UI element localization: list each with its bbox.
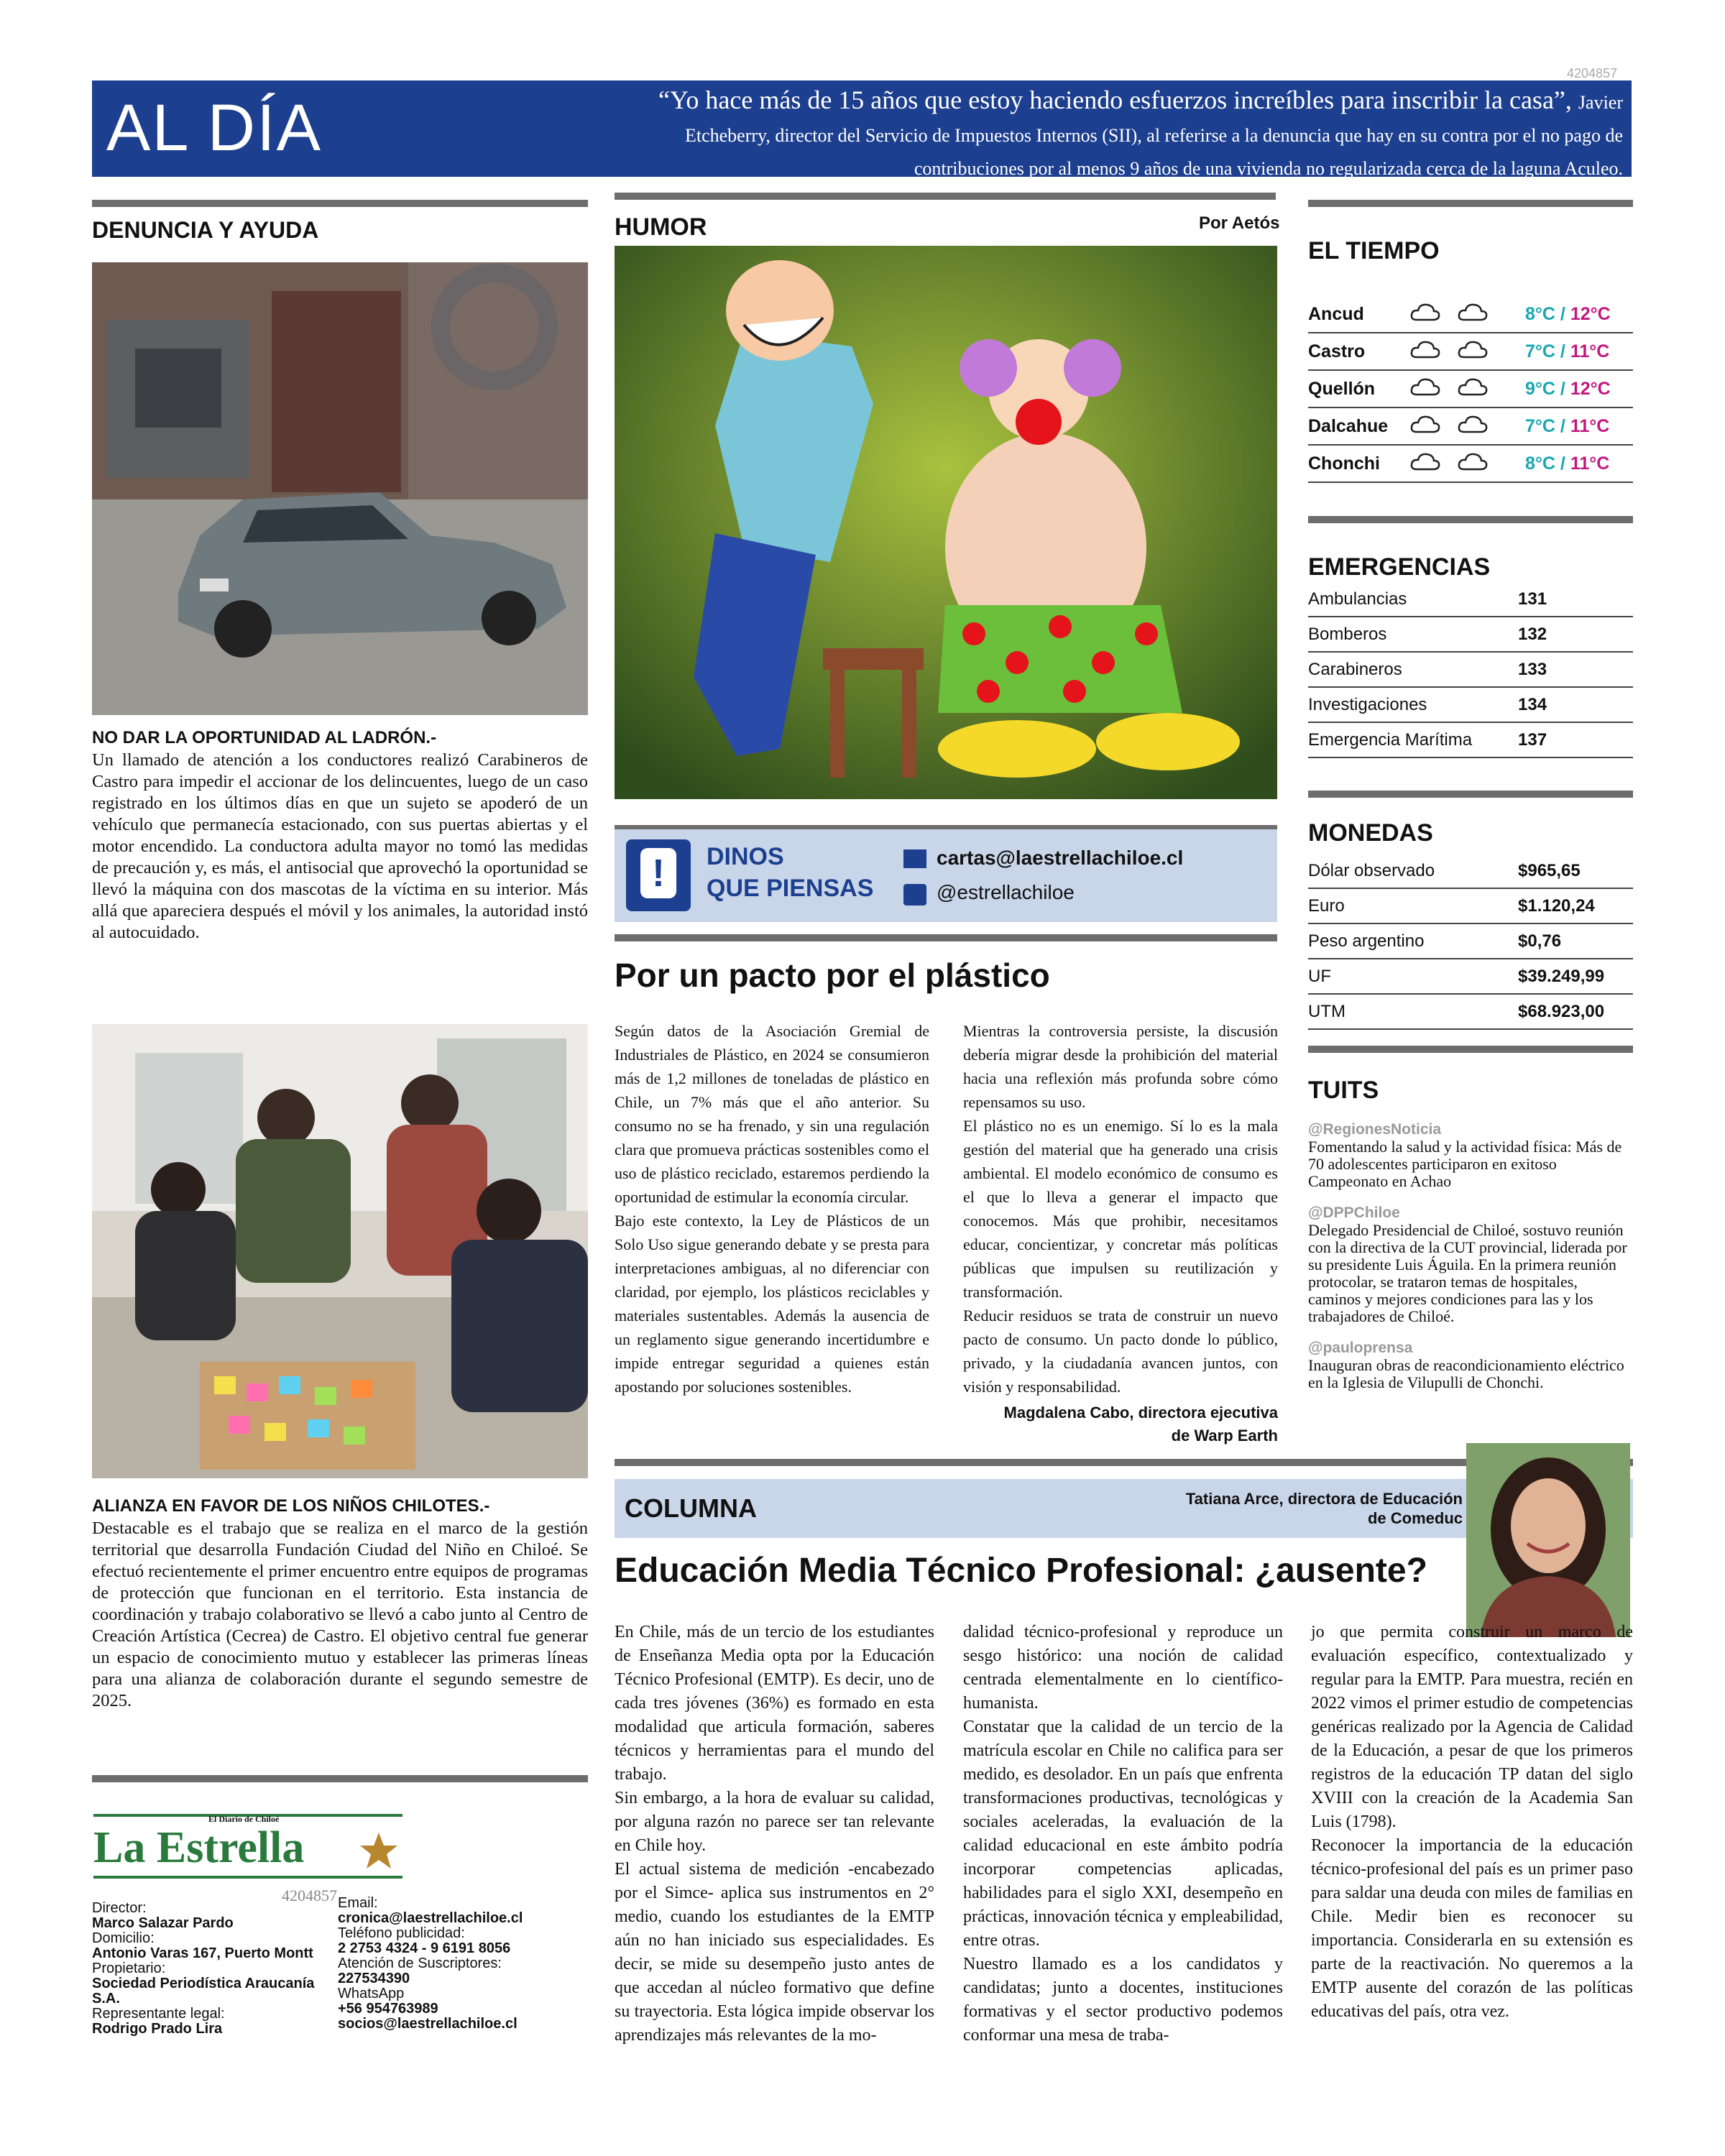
cloud-rain-icon <box>1457 301 1489 328</box>
masthead-logo <box>93 1814 402 1879</box>
masthead-value: cronica@laestrellachiloe.cl <box>338 1910 523 1926</box>
table-row <box>1308 653 1633 688</box>
weather-city: Chonchi <box>1308 453 1380 474</box>
columna-col1 <box>615 1621 934 2047</box>
tuit-text: Inauguran obras de reacondicionamiento eléctrico en la Iglesia de Vilupulli de Chonchi. <box>1308 1356 1624 1391</box>
row-label: Euro <box>1308 895 1345 916</box>
weather-temp <box>1525 416 1633 437</box>
cloud-rain-icon <box>1457 376 1489 402</box>
temp-max: 12°C <box>1570 303 1611 324</box>
alianza-kicker: ALIANZA EN FAVOR DE LOS NIÑOS CHILOTES.- <box>92 1496 490 1516</box>
monedas-table <box>1308 854 1633 1030</box>
email-icon <box>903 849 926 868</box>
temp-max: 12°C <box>1570 378 1611 399</box>
row-value: $1.120,24 <box>1518 895 1595 916</box>
cloud-rain-icon <box>1457 413 1489 440</box>
masthead-name: La Estrella <box>93 1823 305 1872</box>
humor-author: Por Aetós <box>1199 213 1280 233</box>
row-label: Peso argentino <box>1308 931 1425 951</box>
masthead-label: Email: <box>338 1895 378 1911</box>
weather-row <box>1308 333 1633 371</box>
car-theft-photo <box>92 262 588 715</box>
denuncia-body: Un llamado de atención a los conductores realizó Carabineros de Castro para impedir el accionar de los delincuentes, luego de un caso registrado en los últimos días en que un sujeto se apoderó de un vehículo que permanecía estacionado, con sus puertas abiertas y el motor encendido. La conductora adulta mayor no tomó las medidas de precaución y, es más, el antisocial que aprovechó la oportunidad se llevó la máquina con dos mascotas de la víctima en su interior. Más allá que apareciera después el móvil y los animales, la autoridad instó al autocuidado. <box>92 750 588 942</box>
masthead-value: +56 954763989 <box>338 2001 438 2017</box>
paragraph: En Chile, más de un tercio de los estudiantes de Enseñanza Media opta por la Educación Técnico Profesional (EMTP). Es decir, uno de cada tres jóvenes (36%) es formado en esta modalidad que articula formación, saberes técnicos y herramientas para el mundo del trabajo. <box>615 1623 934 1784</box>
page-id: 4204857 <box>1567 66 1618 80</box>
temp-sep: / <box>1560 415 1565 436</box>
table-row <box>1308 582 1633 617</box>
row-value: 134 <box>1518 694 1547 714</box>
weather-city: Dalcahue <box>1308 415 1389 436</box>
masthead-value: Sociedad Periodística Araucanía S.A. <box>92 1976 315 2007</box>
dinos-email[interactable]: cartas@laestrellachiloe.cl <box>937 847 1184 869</box>
tuit <box>1308 1204 1633 1325</box>
row-value: 133 <box>1518 659 1547 679</box>
table-row <box>1308 723 1633 758</box>
tuit-handle: @DPPChiloe <box>1308 1204 1400 1221</box>
dinos-box <box>615 825 1277 922</box>
section-title: AL DÍA <box>106 91 323 165</box>
children-alliance-photo <box>92 1024 588 1478</box>
quote-text: “Yo hace más de 15 años que estoy haciendo esfuerzos increíbles para inscribir la casa”, <box>658 86 1572 114</box>
table-row <box>1308 617 1633 653</box>
paragraph: Mientras la controversia persiste, la discusión debería migrar desde la prohibición del material hacia una reflexión más profunda sobre cómo repensamos su uso. <box>963 1022 1278 1111</box>
weather-icons <box>1409 376 1517 402</box>
row-value: $0,76 <box>1518 931 1562 951</box>
row-label: UTM <box>1308 1001 1346 1021</box>
denuncia-kicker: NO DAR LA OPORTUNIDAD AL LADRÓN.- <box>92 728 437 747</box>
weather-row <box>1308 371 1633 408</box>
masthead-value: socios@laestrellachiloe.cl <box>338 2016 518 2032</box>
masthead-value: 2 2753 4324 - 9 6191 8056 <box>338 1940 511 1956</box>
masthead-left <box>92 1901 336 2037</box>
paragraph: dalidad técnico-profesional y reproduce un sesgo histórico: una noción de calidad centrada elementalmente en lo científico-humanista. <box>963 1623 1283 1713</box>
paragraph: El actual sistema de medición -encabezado por el Simce- aplica sus instrumentos en 2° medio, cuando los estudiantes de la EMTP aún no han iniciado sus especialidades. Es decir, se mide su desempeño justo antes de que accedan al núcleo formativo que define su trayectoria. Esta lógica impide observar los aprendizajes más relevantes de la mo- <box>615 1860 934 2045</box>
tuits-list <box>1308 1121 1633 1406</box>
cloud-icon <box>1409 376 1441 402</box>
cloud-rain-icon <box>1457 451 1489 477</box>
columna-section-title: COLUMNA <box>625 1493 757 1523</box>
cloud-icon <box>1409 413 1441 440</box>
paragraph: Constatar que la calidad de un tercio de la matrícula escolar en Chile no califica para ser medido, es desolador. En un país que enfrenta transformaciones productivas, tecnológicas y sociales aceleradas, la evaluación de la calidad educacional en este ámbito podría incorporar competencias aplicadas, habilidades para el siglo XXI, desempeño en prácticas, innovación técnica y empleabilidad, entre otras. <box>963 1718 1283 1950</box>
row-value: $965,65 <box>1518 860 1581 880</box>
row-label: Investigaciones <box>1308 694 1427 714</box>
weather-temp <box>1525 341 1633 362</box>
weather-temp <box>1525 304 1633 325</box>
dinos-title: DINOS QUE PIENSAS <box>707 843 874 902</box>
masthead-right <box>338 1896 589 2032</box>
tuit-text: Fomentando la salud y la actividad física: Más de 70 adolescentes participaron en exitoso Campeonato en Achao <box>1308 1138 1622 1190</box>
masthead-value: Antonio Varas 167, Puerto Montt <box>92 1945 313 1961</box>
row-label: Dólar observado <box>1308 860 1435 880</box>
quote-attribution: Javier Etcheberry, director del Servicio de Impuestos Internos (SII), al referirse a la denuncia que hay en su contra por el no pago de contribuciones por al menos 9 años de una vivienda no regularizada cerca de la laguna Aculeo. <box>684 92 1623 179</box>
cloud-rain-icon <box>1457 338 1489 365</box>
masthead-small: El Diario de Chiloé <box>208 1814 280 1824</box>
temp-max: 11°C <box>1570 415 1610 436</box>
temp-min: 8°C <box>1525 303 1555 324</box>
weather-table <box>1308 296 1633 483</box>
temp-sep: / <box>1560 303 1565 324</box>
masthead-value: Marco Salazar Pardo <box>92 1915 234 1931</box>
header-quote <box>638 85 1623 184</box>
weather-row <box>1308 296 1633 333</box>
masthead-label: Domicilio: <box>92 1930 155 1946</box>
row-value: 131 <box>1518 589 1547 609</box>
row-value: 137 <box>1518 729 1547 750</box>
speech-bubble-icon: ! <box>626 839 691 911</box>
masthead-label: Propietario: <box>92 1961 166 1976</box>
editorial-title: Por un pacto por el plástico <box>615 957 1050 994</box>
masthead-value: Rodrigo Prado Lira <box>92 2021 223 2037</box>
paragraph: Bajo este contexto, la Ley de Plásticos de un Solo Uso sigue generando debate y se presta para interpretaciones ambiguas, al no diferenciar con claridad, por ejemplo, los plásticos reciclables y materiales sustentables. Además la ausencia de un reglamento sigue generando incertidumbre e impide entregar seguridad a quienes están apostando por soluciones sostenibles. <box>615 1212 929 1396</box>
twitter-icon <box>903 884 926 906</box>
paragraph: jo que permita construir un marco de evaluación específico, contextualizado y regular para la EMTP. Para muestra, recién en 2022 vimos el primer estudio de competencias genéricas realizado por la Agencia de Calidad de la Educación, a pesar de que los primeros registros de la educación TP datan del siglo XVIII con la creación de la Academia San Luis (1798). <box>1311 1623 1633 1831</box>
table-row <box>1308 924 1633 959</box>
tuit-handle: @pauloprensa <box>1308 1340 1413 1356</box>
table-row <box>1308 854 1633 889</box>
temp-sep: / <box>1560 378 1565 399</box>
paragraph: Nuestro llamado es a los candidatos y candidatas; junto a docentes, instituciones formativas y el sector productivo podemos conformar una mesa de traba- <box>963 1955 1283 2045</box>
columna-title: Educación Media Técnico Profesional: ¿ausente? <box>615 1552 1427 1590</box>
columna-col3 <box>1311 1621 1633 2024</box>
row-label: Emergencia Marítima <box>1308 729 1473 750</box>
humor-cartoon <box>615 246 1277 799</box>
temp-max: 11°C <box>1570 341 1610 361</box>
section-header <box>92 80 1632 177</box>
emergencias-table <box>1308 582 1633 758</box>
editorial-signature: Magdalena Cabo, directora ejecutiva de Warp Earth <box>1003 1404 1278 1445</box>
masthead-label: Director: <box>92 1900 147 1916</box>
cloud-icon <box>1409 451 1441 477</box>
temp-min: 9°C <box>1525 378 1555 399</box>
weather-temp <box>1525 453 1633 474</box>
masthead-value: 227534390 <box>338 1971 410 1986</box>
table-row <box>1308 889 1633 924</box>
masthead-page-id: 4204857 <box>282 1886 337 1904</box>
temp-sep: / <box>1560 341 1565 361</box>
dinos-twitter[interactable]: @estrellachiloe <box>937 881 1075 903</box>
paragraph: Sin embargo, a la hora de evaluar su calidad, por alguna razón no parece ser tan relevante en Chile hoy. <box>615 1789 934 1855</box>
table-row <box>1308 688 1633 723</box>
masthead-label: Atención de Suscriptores: <box>338 1955 502 1971</box>
paragraph: Reducir residuos se trata de construir un nuevo pacto de consumo. Un pacto donde lo público, privado, y la ciudadanía avancen juntos, con visión y responsabilidad. <box>963 1307 1278 1396</box>
paragraph: Según datos de la Asociación Gremial de Industriales de Plástico, en 2024 se consumieron más de 1,2 millones de toneladas de plástico en Chile, un 7% más que el año anterior. Su consumo no se ha frenado, y sin una regulación clara que promueva prácticas sostenibles como el uso de plástico reciclado, estaremos perdiendo la oportunidad de estimular la economía circular. <box>615 1022 929 1206</box>
tuit-handle: @RegionesNoticia <box>1308 1121 1442 1138</box>
temp-min: 8°C <box>1525 453 1555 474</box>
denuncia-section-title: DENUNCIA Y AYUDA <box>92 217 319 243</box>
weather-icons <box>1409 451 1517 477</box>
alianza-body: Destacable es el trabajo que se realiza en el marco de la gestión territorial que desarrolla Fundación Ciudad del Niño en Chiloé. Se efectuó recientemente el primer encuentro entre equipos de programas de protección que funcionan en el territorio. Esta instancia de coordinación y trabajo colaborativo se llevó a cabo junto al Centro de Creación Artística (Cecrea) de Castro. El objetivo central fue generar un espacio de conocimiento mutuo y establecer las primeras líneas para una alianza de colaboración durante el segundo semestre de 2025. <box>92 1519 588 1710</box>
cloud-icon <box>1409 301 1441 328</box>
weather-row <box>1308 446 1633 483</box>
monedas-title: MONEDAS <box>1308 819 1433 847</box>
table-row <box>1308 959 1633 995</box>
weather-city: Ancud <box>1308 303 1364 324</box>
weather-city: Castro <box>1308 341 1366 361</box>
row-value: $68.923,00 <box>1518 1001 1605 1021</box>
weather-icons <box>1409 301 1517 328</box>
tuit-text: Delegado Presidencial de Chiloé, sostuvo reunión con la directiva de la CUT provincial, liderada por su presidente Luis Águila. En la primera reunión protocolar, se trataron temas de hospitales, caminos y mejores condiciones para las y los trabajadores de Chiloé. <box>1308 1221 1627 1325</box>
cloud-icon <box>1409 338 1441 365</box>
emergencias-title: EMERGENCIAS <box>1308 553 1491 581</box>
tuit <box>1308 1121 1633 1190</box>
humor-section-title: HUMOR <box>615 213 707 241</box>
weather-city: Quellón <box>1308 378 1376 399</box>
masthead-label: WhatsApp <box>338 1986 405 2001</box>
weather-icons <box>1409 338 1517 365</box>
weather-icons <box>1409 413 1517 440</box>
paragraph: Reconocer la importancia de la educación técnico-profesional del país es un primer paso para saldar una deuda con miles de familias en Chile. Medir bien es reconocer su importancia. Considerarla en su extensión es parte de la reactivación. No queremos a la EMTP ausente del corazón de las políticas educativas del país, otra vez. <box>1311 1836 1633 2021</box>
editorial-col2 <box>963 1019 1278 1399</box>
row-label: Ambulancias <box>1308 589 1407 609</box>
temp-min: 7°C <box>1525 341 1555 361</box>
paragraph: El plástico no es un enemigo. Sí lo es la mala gestión del material que ha generado una crisis ambiental. El modelo económico de consumo es el que lo lleva a generar el impacto que conocemos. Más que prohibir, necesitamos educar, concientizar, y concretar más políticas públicas que impulsen su reutilización y transformación. <box>963 1117 1278 1301</box>
row-value: 132 <box>1518 624 1547 644</box>
row-value: $39.249,99 <box>1518 966 1605 986</box>
temp-max: 11°C <box>1570 453 1610 474</box>
row-label: Carabineros <box>1308 659 1402 679</box>
masthead-label: Teléfono publicidad: <box>338 1925 465 1941</box>
row-label: UF <box>1308 966 1331 986</box>
masthead-label: Representante legal: <box>92 2006 225 2022</box>
editorial-col1 <box>615 1019 929 1399</box>
weather-temp <box>1525 379 1633 400</box>
author-portrait <box>1466 1443 1630 1637</box>
columna-col2 <box>963 1621 1283 2047</box>
weather-row <box>1308 408 1633 446</box>
temp-sep: / <box>1560 453 1565 474</box>
table-row <box>1308 995 1633 1030</box>
row-label: Bomberos <box>1308 624 1387 644</box>
tuits-title: TUITS <box>1308 1077 1379 1104</box>
tiempo-title: EL TIEMPO <box>1308 237 1440 264</box>
star-logo-icon <box>359 1831 399 1871</box>
columna-author: Tatiana Arce, directora de Educación de Comeduc <box>1185 1490 1463 1527</box>
temp-min: 7°C <box>1525 415 1555 436</box>
tuit <box>1308 1340 1633 1391</box>
